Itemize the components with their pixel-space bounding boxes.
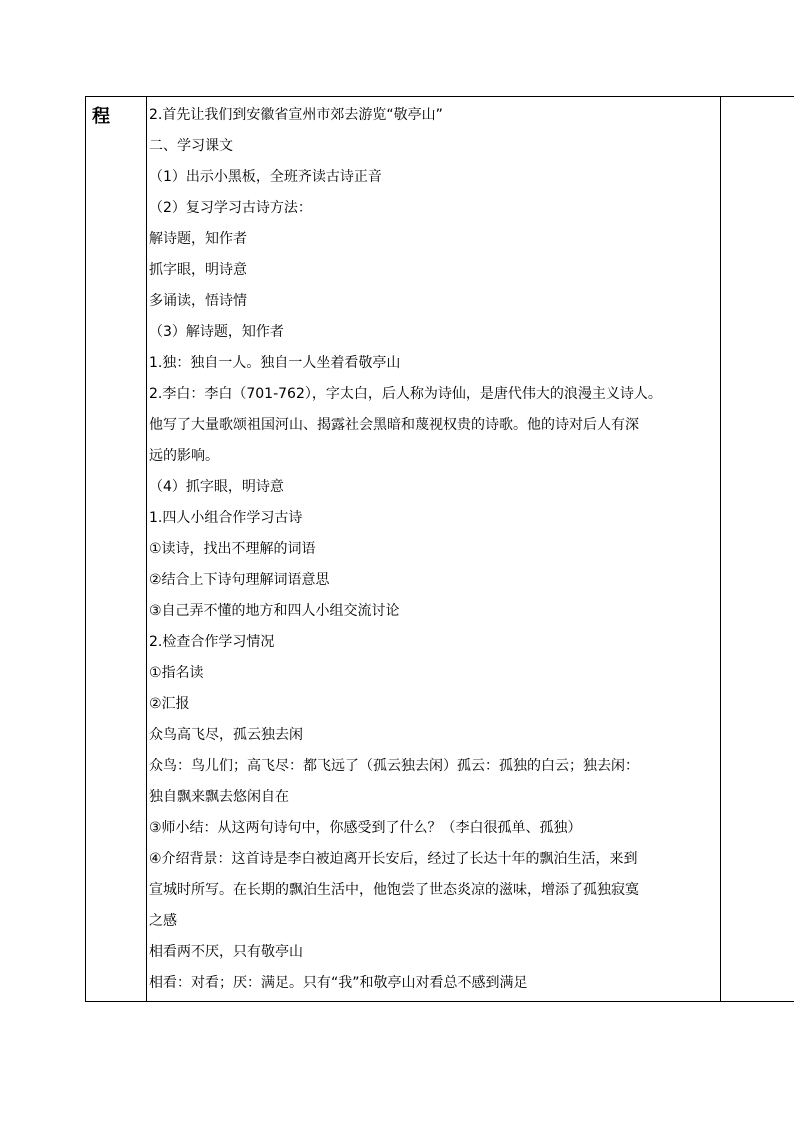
content-line: 1.四人小组合作学习古诗 <box>149 510 303 526</box>
content-line: ①读诗，找出不理解的词语 <box>149 541 316 557</box>
column-divider-left <box>146 96 147 1002</box>
content-line: ③师小结：从这两句诗句中，你感受到了什么？（李白很孤单、孤独） <box>149 820 582 836</box>
content-line: （2）复习学习古诗方法： <box>149 200 312 216</box>
content-line: （1）出示小黑板，全班齐读古诗正音 <box>149 169 382 185</box>
content-line: 解诗题，知作者 <box>149 231 247 247</box>
content-line: 2.检查合作学习情况 <box>149 634 275 650</box>
content-line: （4）抓字眼，明诗意 <box>149 479 284 495</box>
content-line: 远的影响。 <box>149 448 219 464</box>
content-line: ②结合上下诗句理解词语意思 <box>149 572 330 588</box>
content-line: 相看两不厌，只有敬亭山 <box>149 944 303 960</box>
content-line: 他写了大量歌颂祖国河山、揭露社会黑暗和蔑视权贵的诗歌。他的诗对后人有深 <box>149 417 639 433</box>
column-divider-right <box>720 96 721 1002</box>
content-line: 二、学习课文 <box>149 138 233 154</box>
lesson-content <box>149 100 719 999</box>
content-line: 相看：对看；厌：满足。只有“我”和敬亭山对看总不感到满足 <box>149 975 528 991</box>
content-line: 众鸟高飞尽，孤云独去闲 <box>149 727 303 743</box>
content-line: 独自飘来飘去悠闲自在 <box>149 789 289 805</box>
content-line: ③自己弄不懂的地方和四人小组交流讨论 <box>149 603 400 619</box>
content-line: 抓字眼，明诗意 <box>149 262 247 278</box>
content-line: ①指名读 <box>149 665 204 681</box>
content-line: 1.独：独自一人。独自一人坐着看敬亭山 <box>149 355 401 371</box>
content-line: 2.李白：李白（701-762），字太白，后人称为诗仙，是唐代伟大的浪漫主义诗人。 <box>149 386 662 402</box>
content-line: 宣城时所写。在长期的飘泊生活中，他饱尝了世态炎凉的滋味，增添了孤独寂寞 <box>149 882 639 898</box>
content-line: ②汇报 <box>149 696 190 712</box>
row-label: 程 <box>92 106 110 127</box>
content-line: ④介绍背景：这首诗是李白被迫离开长安后，经过了长达十年的飘泊生活，来到 <box>149 851 638 867</box>
content-line: 之感 <box>149 913 177 929</box>
content-line: （3）解诗题，知作者 <box>149 324 284 340</box>
content-line: 多诵读，悟诗情 <box>149 293 247 309</box>
content-line: 众鸟：鸟儿们；高飞尽：都飞远了（孤云独去闲）孤云：孤独的白云；独去闲： <box>149 758 639 774</box>
content-line: 2.首先让我们到安徽省宣州市郊去游览“敬亭山” <box>149 107 443 123</box>
